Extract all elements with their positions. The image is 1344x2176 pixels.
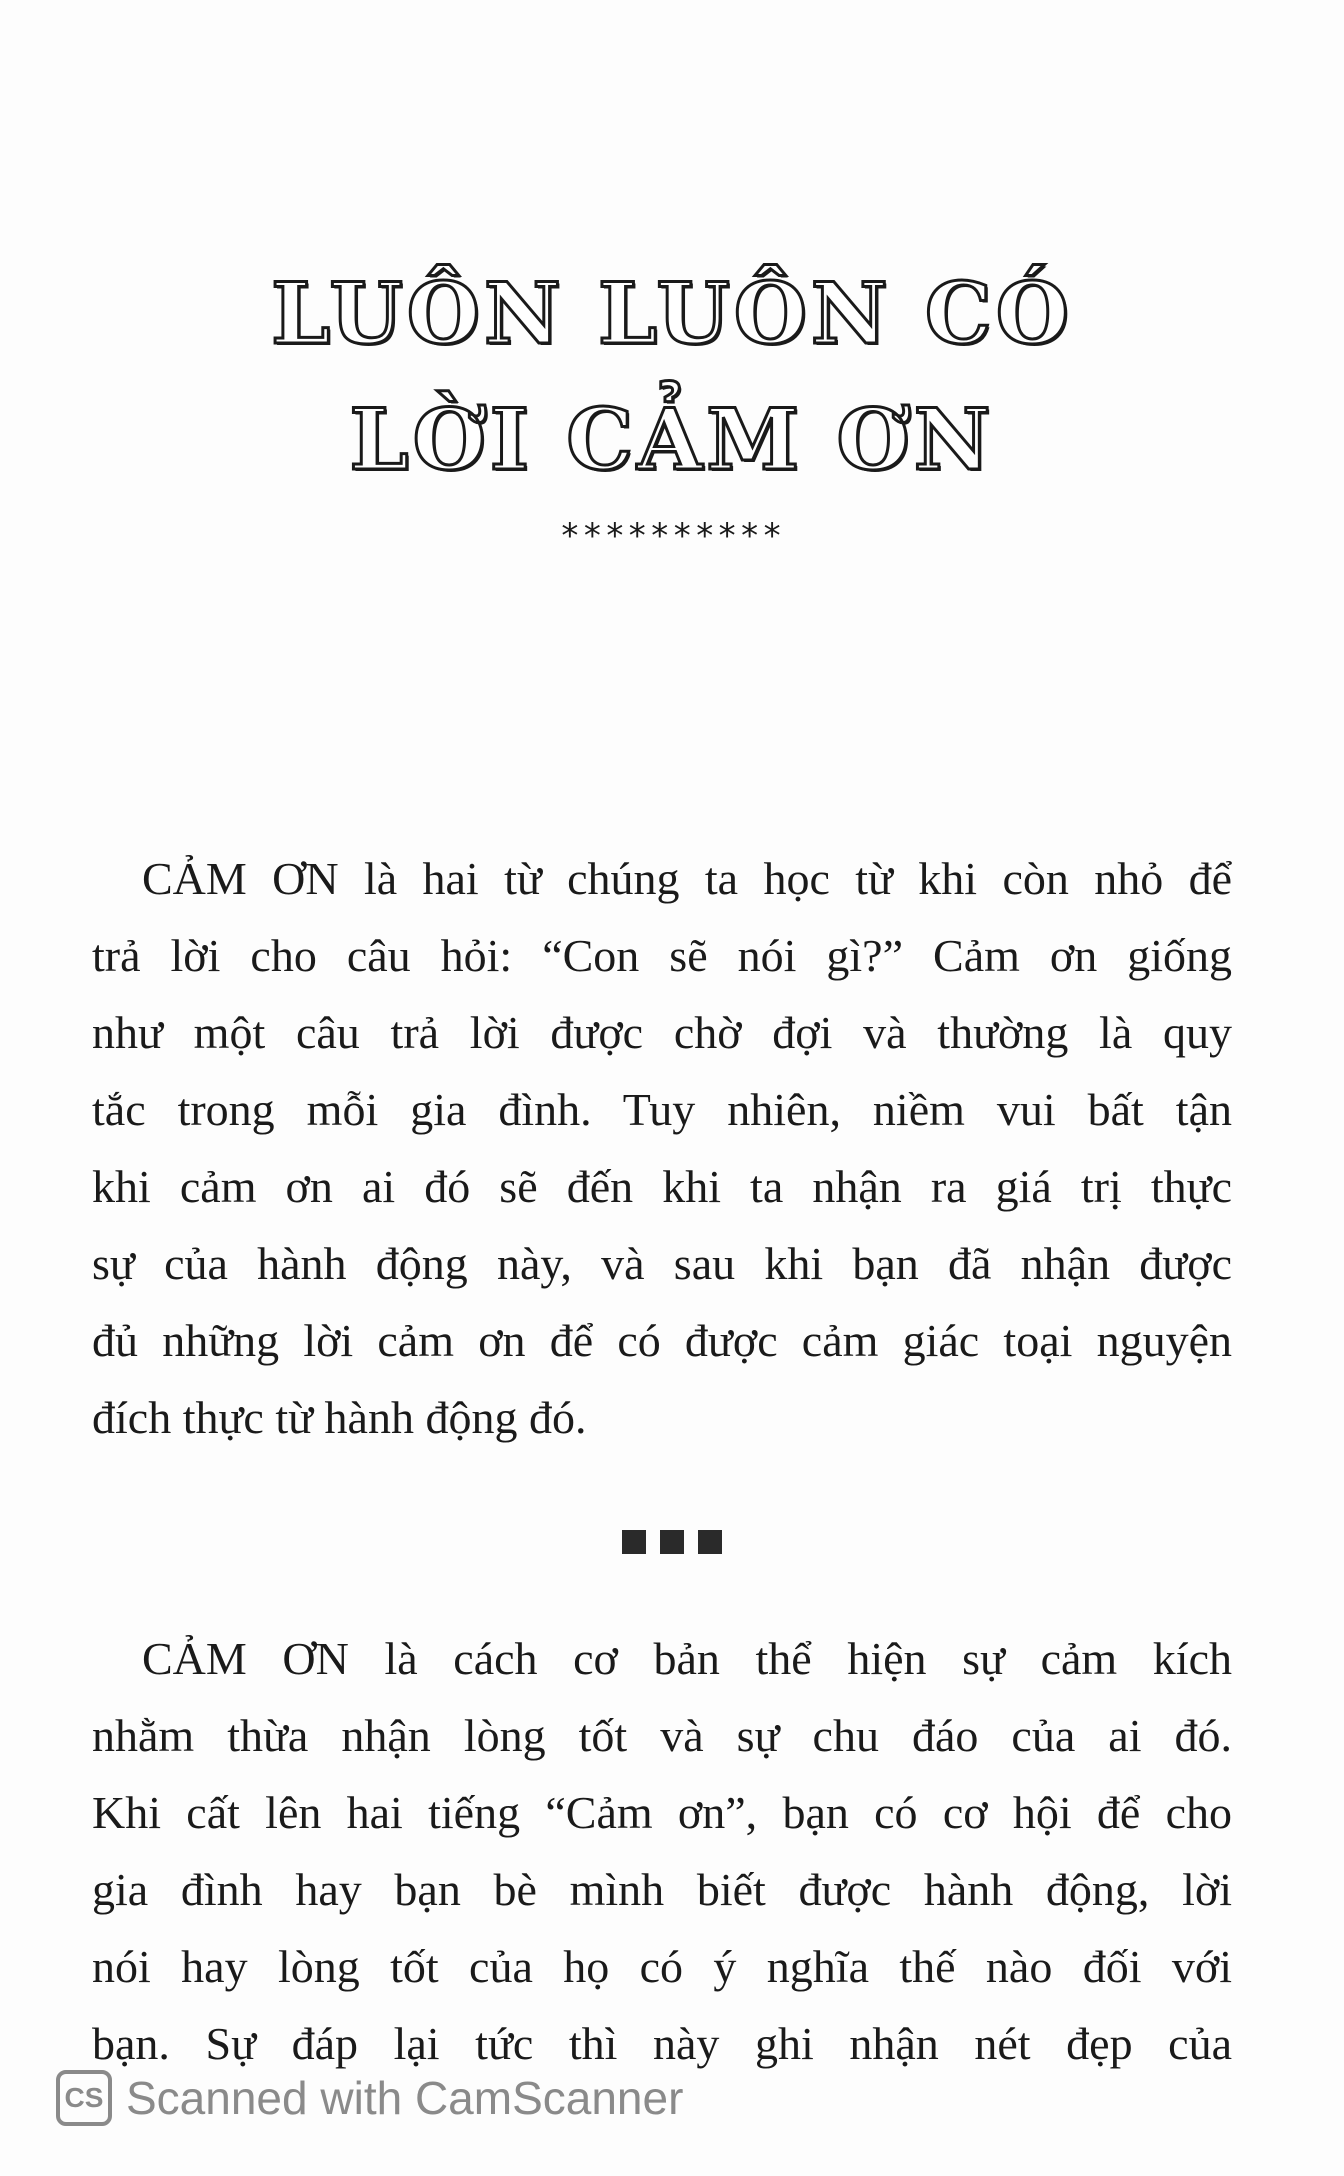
- paragraph-line: tắc trong mỗi gia đình. Tuy nhiên, niềm vui bất tận: [92, 1084, 1232, 1135]
- paragraph-line: đủ những lời cảm ơn để có được cảm giác toại nguyện: [92, 1315, 1232, 1366]
- paragraph-line: khi cảm ơn ai đó sẽ đến khi ta nhận ra giá trị thực: [92, 1161, 1232, 1212]
- paragraph-1: [92, 840, 1232, 1456]
- paragraph-line: Khi cất lên hai tiếng “Cảm ơn”, bạn có cơ hội để cho: [92, 1787, 1232, 1838]
- separator-square-icon: [660, 1530, 684, 1554]
- paragraph-2: [92, 1620, 1232, 2082]
- paragraph-line: trả lời cho câu hỏi: “Con sẽ nói gì?” Cảm ơn giống: [92, 930, 1232, 981]
- separator-square-icon: [698, 1530, 722, 1554]
- separator-square-icon: [622, 1530, 646, 1554]
- paragraph-line: CẢM ƠN là hai từ chúng ta học từ khi còn nhỏ để: [142, 853, 1232, 904]
- paragraph-line: sự của hành động này, và sau khi bạn đã nhận được: [92, 1238, 1232, 1289]
- chapter-title-line-2: LỜI CẢM ƠN: [349, 390, 995, 489]
- paragraph-line: như một câu trả lời được chờ đợi và thường là quy: [92, 1007, 1232, 1058]
- paragraph-line: nói hay lòng tốt của họ có ý nghĩa thế nào đối với: [92, 1941, 1232, 1992]
- paragraph-line: CẢM ƠN là cách cơ bản thể hiện sự cảm kích: [142, 1633, 1232, 1684]
- camscanner-watermark: [56, 2070, 683, 2126]
- paragraph-line: nhằm thừa nhận lòng tốt và sự chu đáo của ai đó.: [92, 1710, 1232, 1761]
- paragraph-line: gia đình hay bạn bè mình biết được hành động, lời: [92, 1864, 1232, 1915]
- paragraph-line: đích thực từ hành động đó.: [92, 1392, 587, 1443]
- camscanner-logo-icon: CS: [56, 2070, 112, 2126]
- watermark-text: Scanned with CamScanner: [126, 2072, 684, 2124]
- chapter-title-line-1: LUÔN LUÔN CÓ: [271, 264, 1073, 363]
- paragraph-line: bạn. Sự đáp lại tức thì này ghi nhận nét đẹp của: [92, 2018, 1232, 2069]
- title-ornament-stars: **********: [559, 516, 785, 556]
- section-separator: [0, 1530, 1344, 1559]
